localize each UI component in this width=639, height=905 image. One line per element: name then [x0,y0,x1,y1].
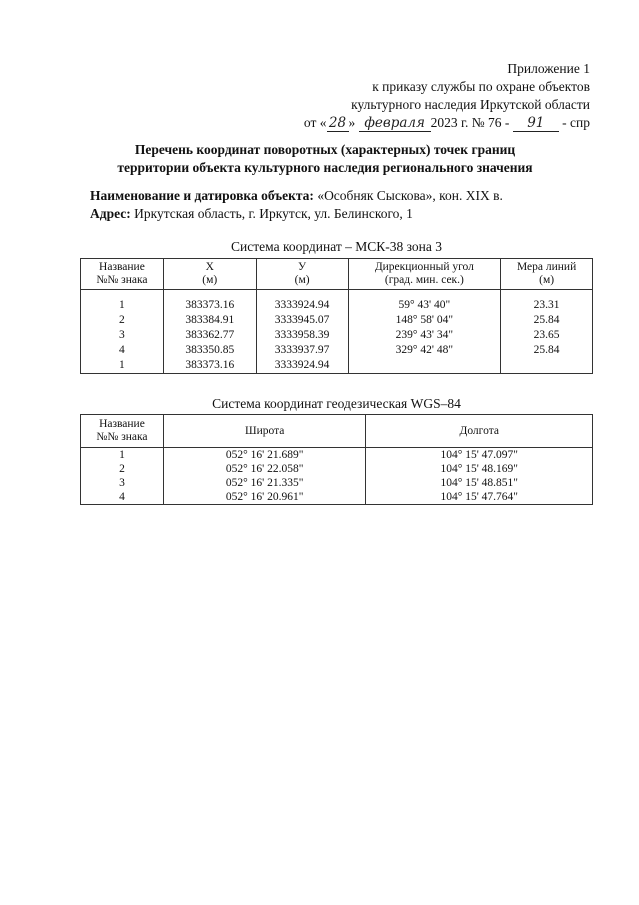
point-number: 1 [81,448,164,463]
length-value: 25.84 [501,343,593,358]
length-value [501,358,593,374]
latitude-value: 052° 16' 20.961" [163,490,366,505]
angle-value: 329° 42' 48" [348,343,501,358]
table-row [81,476,593,490]
table-row [81,448,593,463]
table-row [81,462,593,476]
header-x: X (м) [163,259,256,290]
y-value: 3333945.07 [256,313,348,328]
appendix-date-line [304,114,590,132]
handwritten-number: 91 [513,116,559,132]
table-row [81,343,593,358]
handwritten-day: 28 [327,116,349,132]
point-number: 3 [81,476,164,490]
table-header-row [81,415,593,448]
object-address-value: Иркутская область, г. Иркутск, ул. Белинского, 1 [134,206,413,221]
angle-value: 59° 43' 40" [348,298,501,313]
order-suffix: - спр [562,115,590,130]
object-name-value: «Особняк Сыскова», кон. XIX в. [317,188,503,203]
appendix-authority: культурного наследия Иркутской области [351,97,590,112]
object-name-label: Наименование и датировка объекта: [90,188,314,203]
y-value: 3333924.94 [256,298,348,313]
y-value: 3333924.94 [256,358,348,374]
point-number: 2 [81,462,164,476]
length-value: 23.65 [501,328,593,343]
object-name-line [90,187,503,205]
latitude-value: 052° 16' 21.689" [163,448,366,463]
title-line-1: Перечень координат поворотных (характерных) точек границ [134,142,516,157]
point-number: 4 [81,490,164,505]
point-number: 4 [81,343,164,358]
point-number: 2 [81,313,164,328]
y-value: 3333958.39 [256,328,348,343]
latitude-value: 052° 16' 21.335" [163,476,366,490]
longitude-value: 104° 15' 47.097" [366,448,593,463]
header-latitude: Широта [163,415,366,448]
angle-value: 148° 58' 04" [348,313,501,328]
x-value: 383373.16 [163,358,256,374]
point-number: 1 [81,358,164,374]
object-address-line [90,205,413,223]
header-line-length: Мера линий (м) [501,259,593,290]
header-direction-angle: Дирекционный угол (град. мин. сек.) [348,259,501,290]
angle-value [348,358,501,374]
year-and-number: 2023 г. № 76 - [430,115,510,130]
date-quote-close: » [348,115,356,130]
msk-coordinates-table [80,258,593,374]
x-value: 383350.85 [163,343,256,358]
title-line-2: территории объекта культурного наследия регионального значения [117,160,533,175]
point-number: 3 [81,328,164,343]
table-row [81,313,593,328]
wgs-table-caption: Система координат геодезическая WGS–84 [212,396,461,411]
y-value: 3333937.97 [256,343,348,358]
table-row [81,490,593,505]
appendix-order-ref: к приказу службы по охране объектов [372,79,590,94]
x-value: 383384.91 [163,313,256,328]
x-value: 383373.16 [163,298,256,313]
wgs-coordinates-table [80,414,593,505]
length-value: 23.31 [501,298,593,313]
point-number: 1 [81,298,164,313]
latitude-value: 052° 16' 22.058" [163,462,366,476]
x-value: 383362.77 [163,328,256,343]
header-y: У (м) [256,259,348,290]
angle-value: 239° 43' 34" [348,328,501,343]
table-row [81,358,593,374]
header-point-name: Название №№ знака [81,415,164,448]
msk-table-caption: Система координат – МСК-38 зона 3 [231,239,442,254]
date-prefix: от « [303,115,327,130]
longitude-value: 104° 15' 48.851" [366,476,593,490]
object-address-label: Адрес: [90,206,131,221]
length-value: 25.84 [501,313,593,328]
table-row [81,298,593,313]
longitude-value: 104° 15' 47.764" [366,490,593,505]
longitude-value: 104° 15' 48.169" [366,462,593,476]
handwritten-month: февраля [359,116,431,132]
header-longitude: Долгота [366,415,593,448]
table-header-row [81,259,593,290]
table-row [81,328,593,343]
document-title [60,141,590,177]
appendix-title: Приложение 1 [507,61,590,76]
appendix-block [304,60,590,132]
header-point-name: Название №№ знака [81,259,164,290]
